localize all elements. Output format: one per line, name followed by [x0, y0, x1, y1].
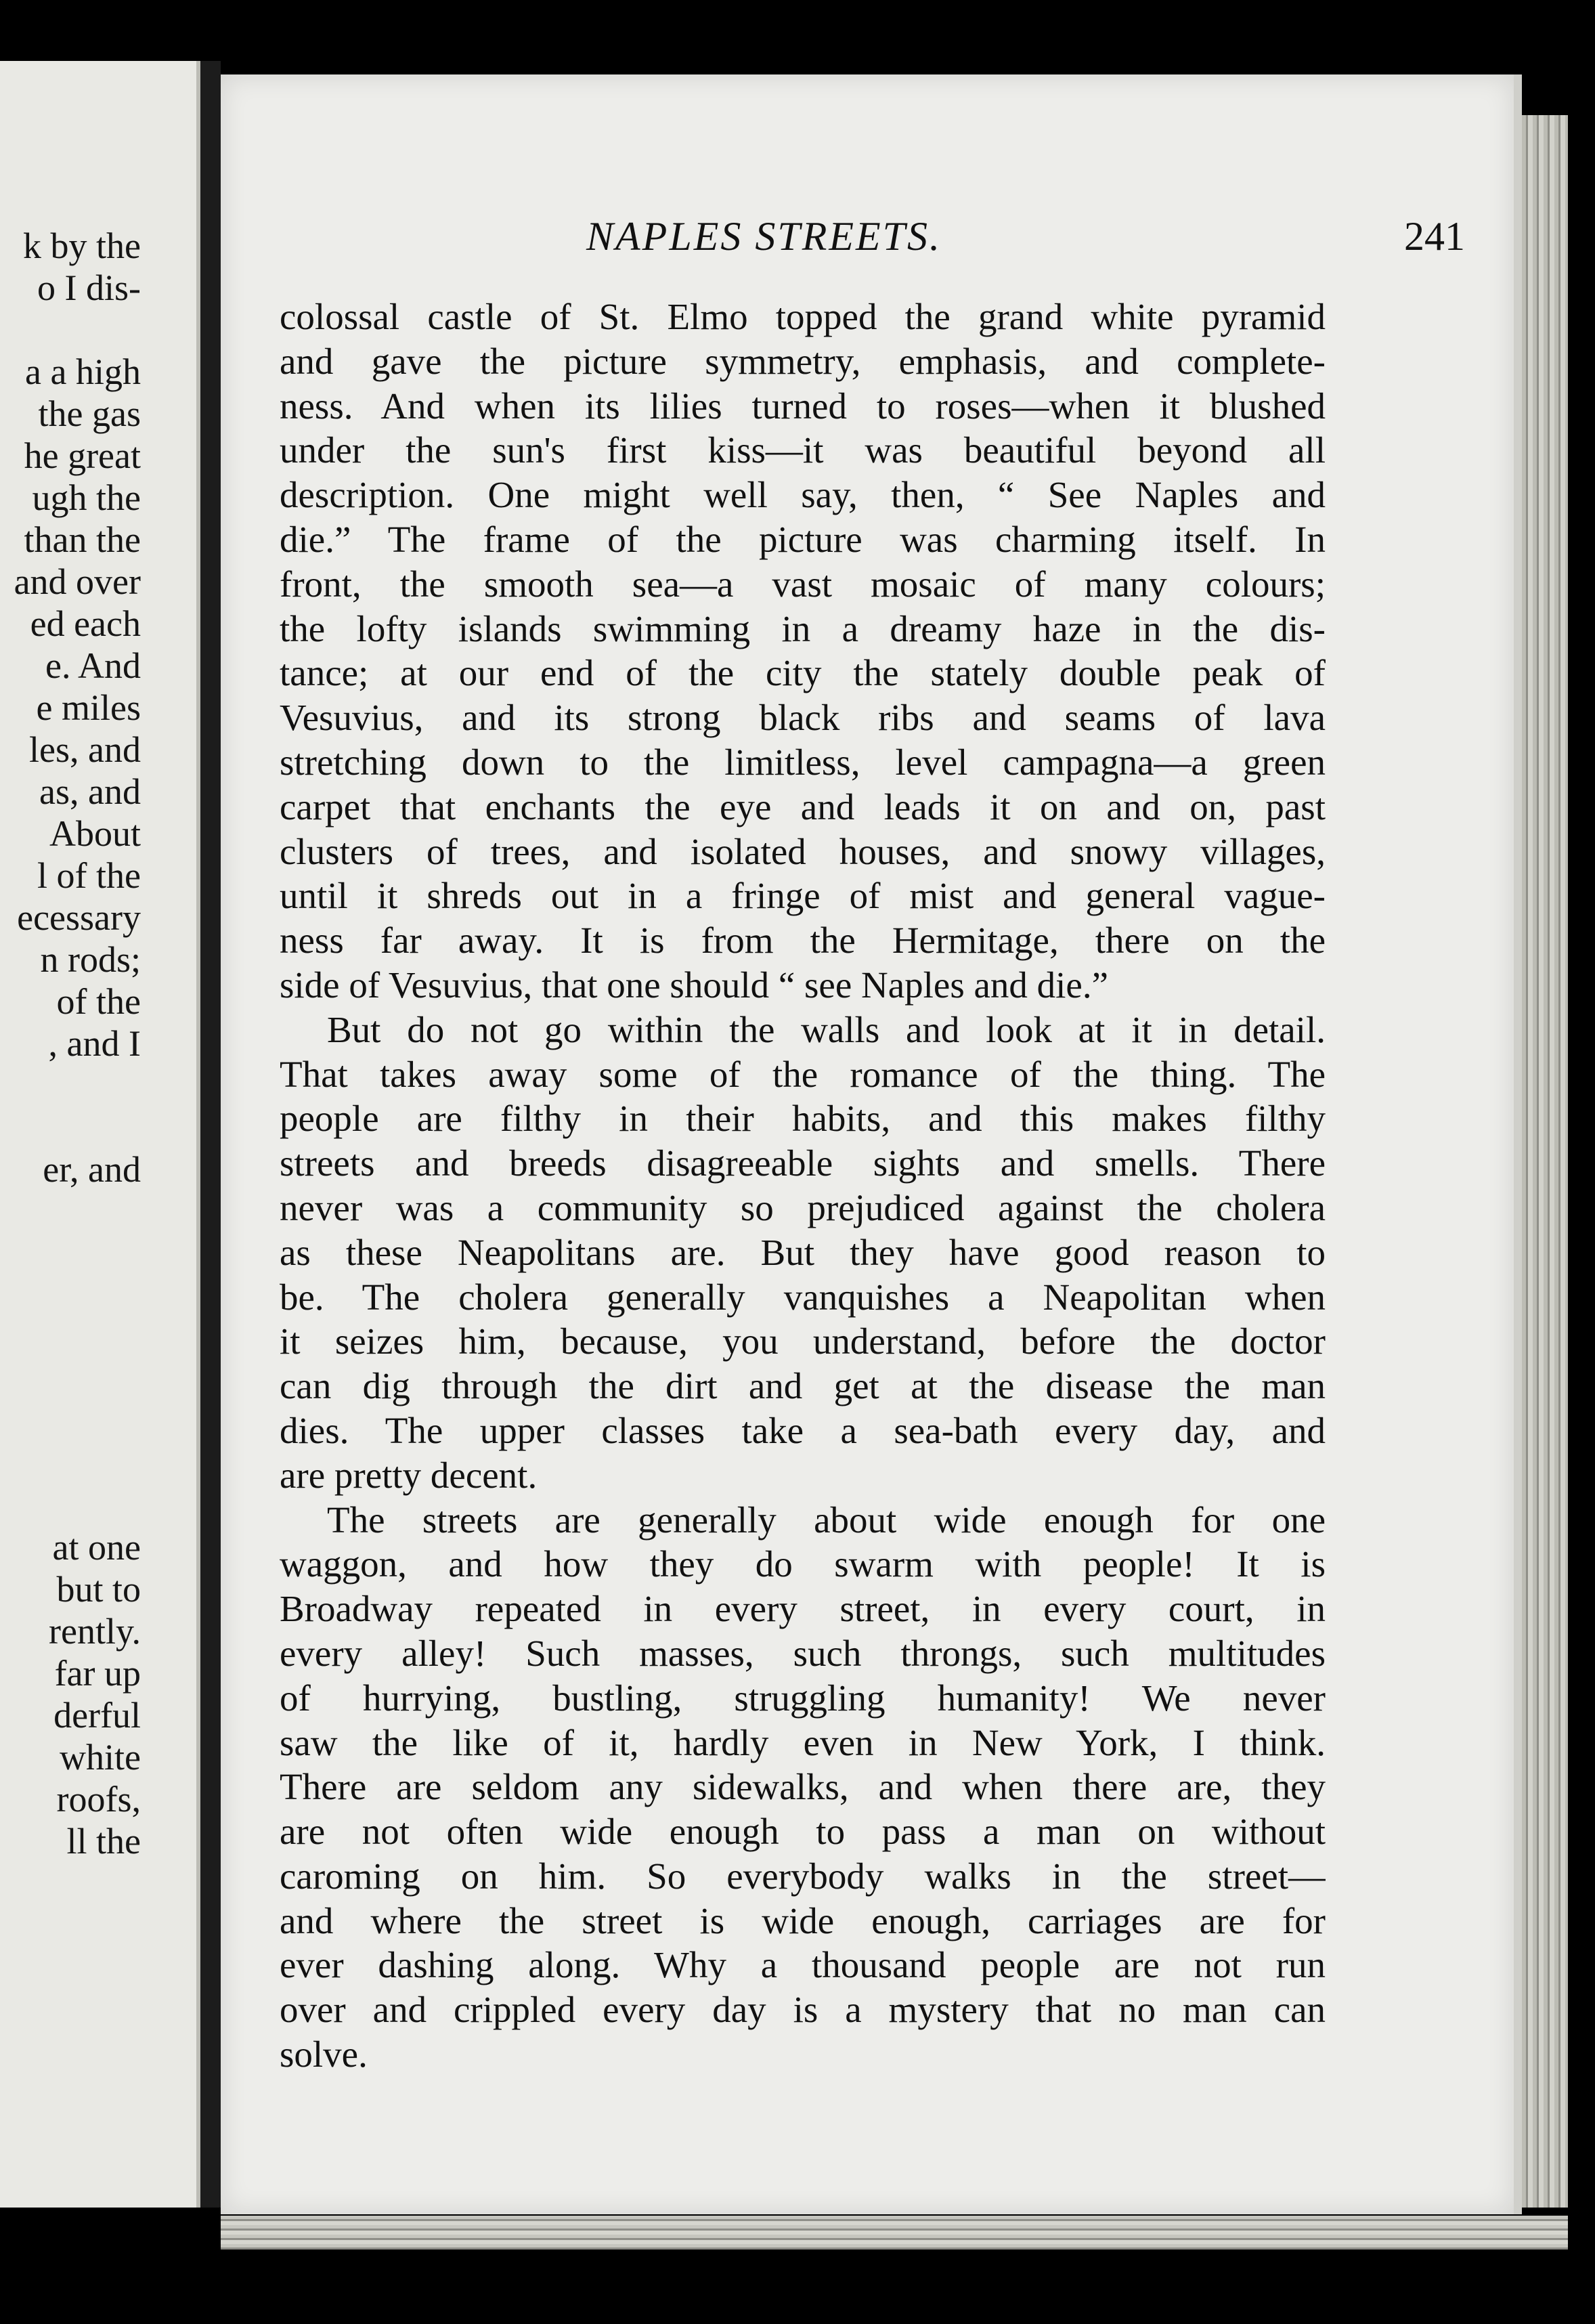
body-text [280, 295, 1326, 2077]
text-line: the lofty islands swimming in a dreamy haze in the dis- [280, 607, 1326, 649]
facing-page-line: ed each [30, 603, 141, 644]
facing-page-line: but to [56, 1569, 141, 1610]
text-line: and gave the picture symmetry, emphasis, and complete- [280, 340, 1326, 382]
text-line: There are seldom any sidewalks, and when there are, they [280, 1766, 1326, 1808]
facing-page-line: e miles [36, 687, 141, 728]
facing-page-line: a a high [25, 351, 141, 392]
text-line: colossal castle of St. Elmo topped the grand white pyramid [280, 296, 1326, 337]
text-line: every alley! Such masses, such throngs, such multitudes [280, 1632, 1326, 1674]
facing-page-line: ecessary [17, 897, 141, 938]
facing-page-line: far up [54, 1653, 141, 1694]
facing-page-line: than the [24, 519, 141, 560]
text-line: until it shreds out in a fringe of mist and general vague- [280, 875, 1326, 917]
facing-page-line: roofs, [56, 1779, 141, 1820]
text-line: The streets are generally about wide enough for one [327, 1499, 1326, 1541]
book-gutter [200, 61, 221, 2208]
text-line: over and crippled every day is a mystery that no man can [280, 1989, 1326, 2031]
text-line: under the sun's first kiss—it was beautiful beyond all [280, 429, 1326, 471]
facing-page-line: n rods; [40, 939, 141, 980]
text-line: streets and breeds disagreeable sights and smells. There [280, 1142, 1326, 1184]
text-line: clusters of trees, and isolated houses, and snowy villages, [280, 830, 1326, 872]
facing-page-line: les, and [29, 729, 141, 770]
text-line: carpet that enchants the eye and leads it on and on, past [280, 786, 1326, 827]
facing-page-line: white [60, 1737, 141, 1778]
text-line: side of Vesuvius, that one should “ see Naples and die.” [280, 964, 1108, 1006]
text-line: caroming on him. So everybody walks in the street— [280, 1855, 1326, 1897]
text-line: are pretty decent. [280, 1454, 538, 1496]
text-line: Broadway repeated in every street, in every court, in [280, 1588, 1326, 1630]
text-line: But do not go within the walls and look at it in detail. [327, 1008, 1326, 1050]
text-line: be. The cholera generally vanquishes a Neapolitan when [280, 1276, 1326, 1318]
text-line: it seizes him, because, you understand, before the doctor [280, 1320, 1326, 1362]
text-line: dies. The upper classes take a sea-bath every day, and [280, 1409, 1326, 1451]
text-line: can dig through the dirt and get at the disease the man [280, 1365, 1326, 1407]
text-line: front, the smooth sea—a vast mosaic of many colours; [280, 563, 1326, 605]
facing-page-line: and over [14, 561, 141, 602]
book-page-241 [221, 74, 1522, 2214]
facing-page-line: k by the [23, 225, 141, 266]
facing-page-line: ugh the [32, 477, 141, 518]
facing-page-line: l of the [37, 855, 141, 896]
text-line: and where the street is wide enough, carriages are for [280, 1899, 1326, 1941]
facing-page-line: er, and [43, 1149, 141, 1190]
text-line: ness far away. It is from the Hermitage, there on the [280, 920, 1326, 962]
text-line: ever dashing along. Why a thousand people are not run [280, 1944, 1326, 1986]
facing-page-line: , and I [48, 1023, 141, 1064]
text-line: never was a community so prejudiced against the cholera [280, 1186, 1326, 1228]
facing-page-line: as, and [39, 771, 141, 812]
text-line: waggon, and how they do swarm with people! It is [280, 1543, 1326, 1585]
page-number: 241 [1404, 214, 1465, 259]
facing-page-line: he great [24, 435, 141, 476]
page-bottom-edge [221, 2216, 1568, 2250]
facing-page-left [0, 61, 200, 2208]
text-line: stretching down to the limitless, level campagna—a green [280, 741, 1326, 783]
facing-page-line: About [49, 813, 141, 854]
text-line: That takes away some of the romance of the thing. The [280, 1053, 1326, 1095]
text-line: Vesuvius, and its strong black ribs and seams of lava [280, 697, 1326, 739]
text-line: of hurrying, bustling, struggling humanity! We never [280, 1677, 1326, 1719]
facing-page-line: of the [56, 981, 141, 1022]
text-line: tance; at our end of the city the stately double peak of [280, 652, 1326, 694]
facing-page-line: o I dis- [37, 267, 141, 308]
text-line: are not often wide enough to pass a man on without [280, 1811, 1326, 1853]
facing-page-line: derful [53, 1695, 141, 1736]
facing-page-line: at one [52, 1527, 141, 1568]
facing-page-line: ll the [66, 1821, 141, 1862]
page-edge-strip [1522, 115, 1568, 2208]
text-line: saw the like of it, hardly even in New York, I think. [280, 1721, 1326, 1763]
text-line: ness. And when its lilies turned to roses—when it blushed [280, 385, 1326, 427]
text-line: description. One might well say, then, “ See Naples and [280, 474, 1326, 516]
text-line: as these Neapolitans are. But they have good reason to [280, 1231, 1326, 1273]
text-line: solve. [280, 2034, 368, 2075]
running-head [221, 213, 1514, 267]
facing-page-line: e. And [45, 645, 141, 686]
text-line: die.” The frame of the picture was charming itself. In [280, 518, 1326, 560]
running-title: NAPLES STREETS. [586, 214, 942, 259]
facing-page-line: the gas [38, 393, 141, 434]
text-line: people are filthy in their habits, and this makes filthy [280, 1098, 1326, 1140]
facing-page-line: rently. [49, 1611, 141, 1652]
